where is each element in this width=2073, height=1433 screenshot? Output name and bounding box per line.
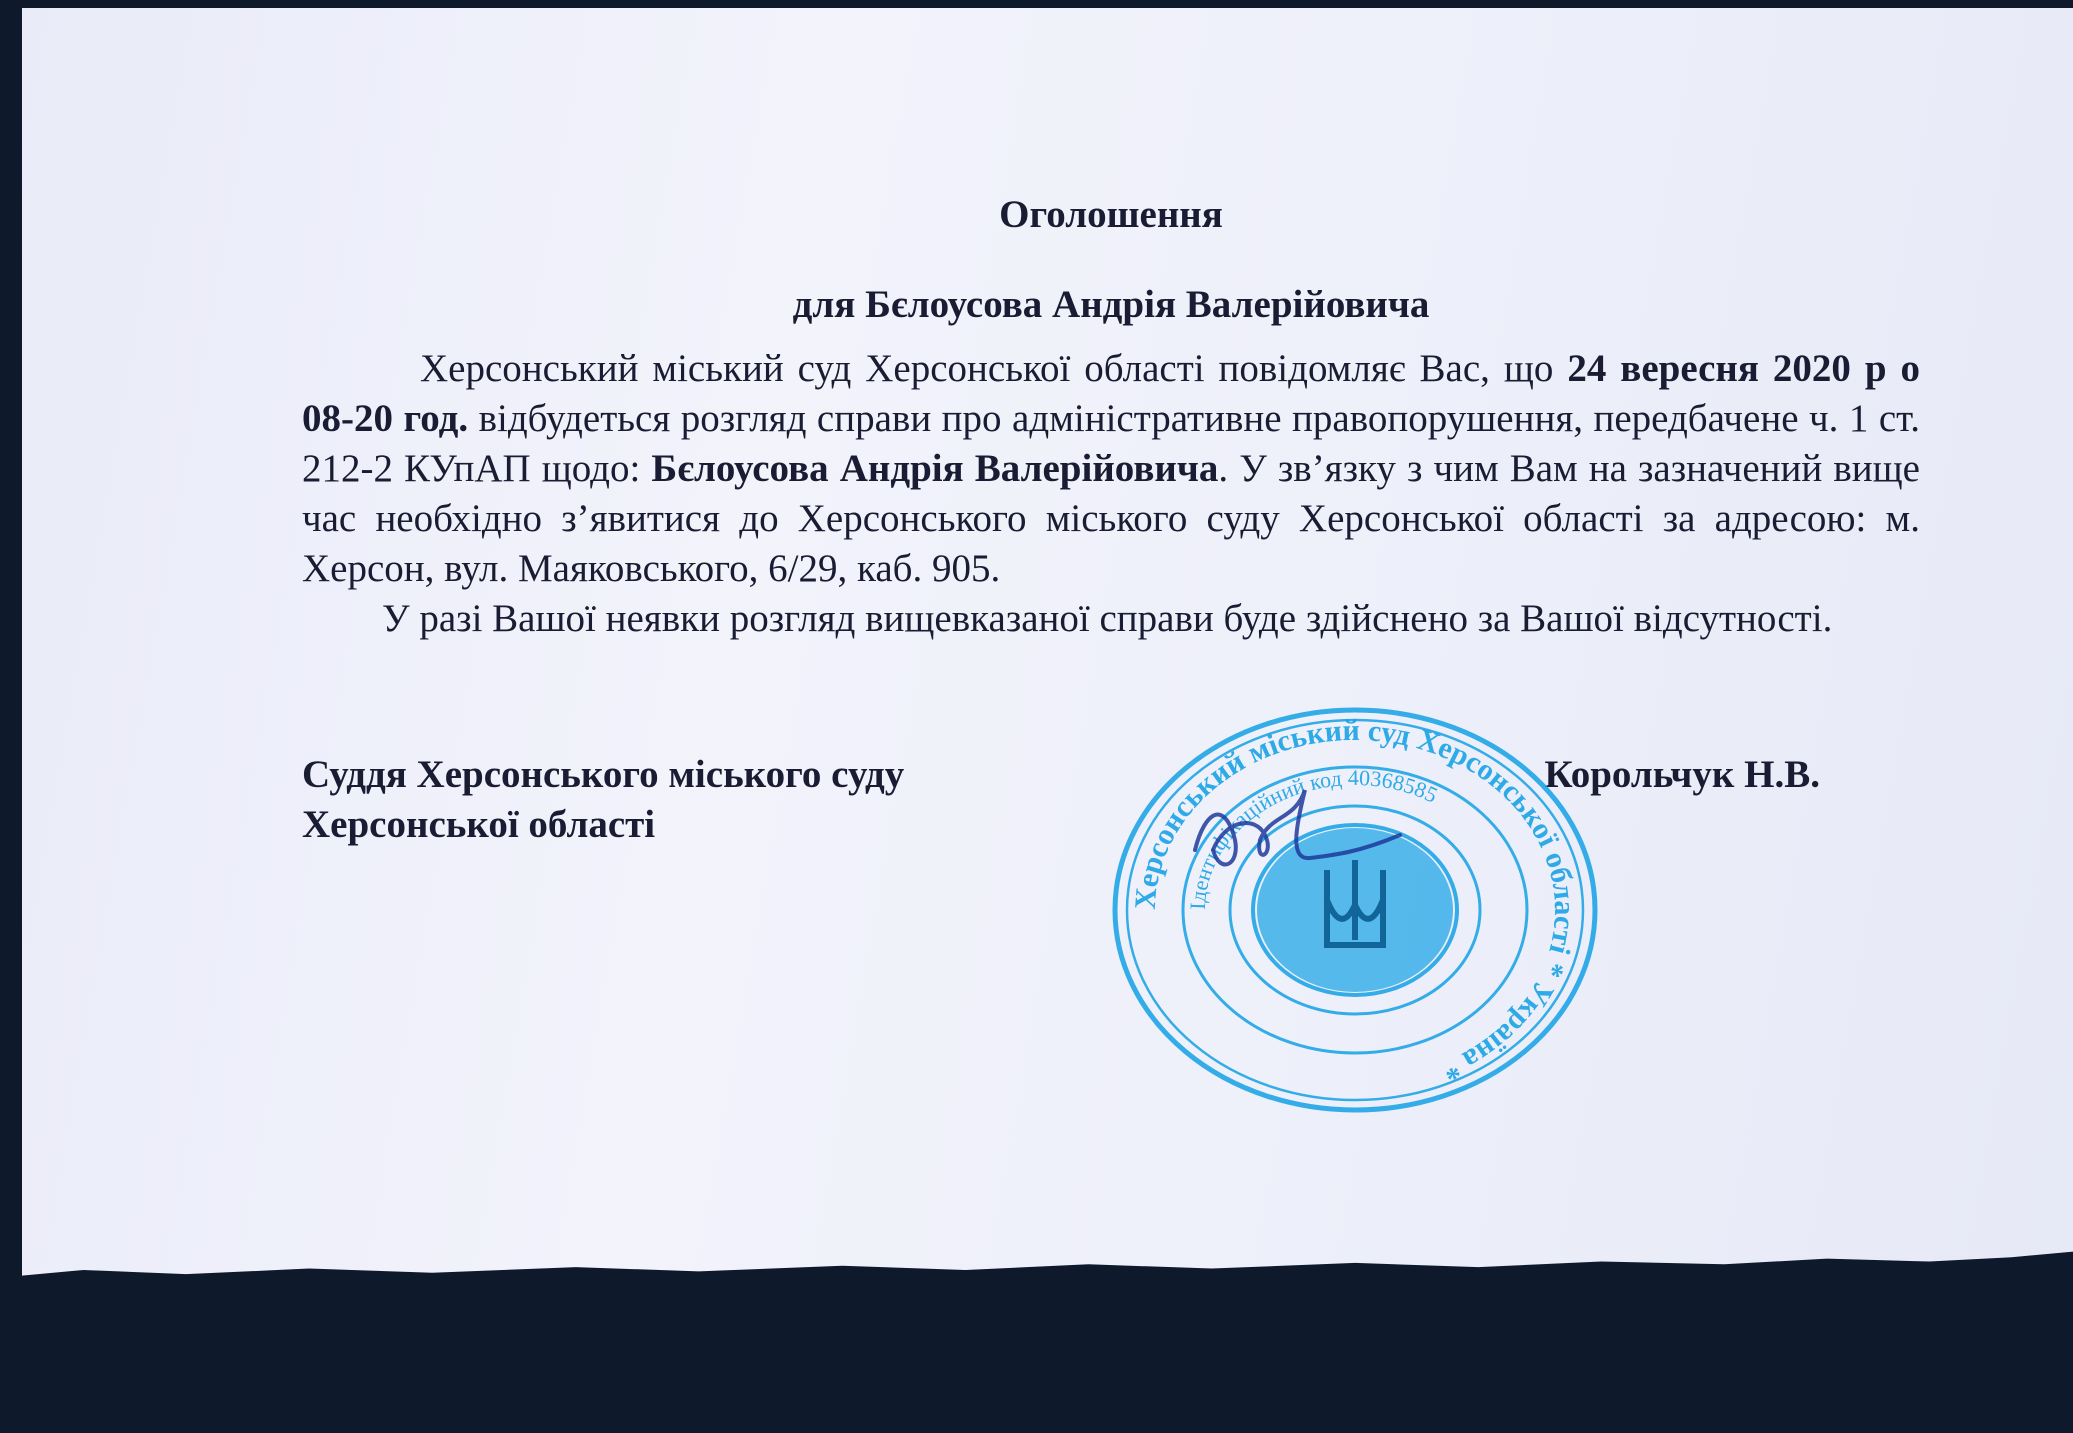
defendant-name: Бєлоусова Андрія Валерійовича: [651, 447, 1219, 490]
judge-title-line-2: Херсонської області: [302, 803, 656, 846]
judge-name: Корольчук Н.В.: [1544, 753, 1820, 796]
document-title: Оголошення: [999, 193, 1223, 236]
handwritten-signature: [1185, 780, 1415, 890]
notice-text-1: Херсонський міський суд Херсонської області повідомляє Вас, що: [420, 347, 1568, 390]
seal-outer-text: Херсонський міський суд Херсонської області * Україна *: [1128, 713, 1582, 1088]
notice-paragraph: [302, 344, 1920, 594]
hearing-date: 24 вересня 2020 р о 08-20 год.: [302, 347, 1920, 440]
notice-text-2: відбудеться розгляд справи про адміністративне правопорушення, передбачене ч. 1 ст. 212-2 КУпАП щодо:: [302, 397, 1920, 490]
judge-title: [302, 750, 1202, 850]
seal-inner-text: Ідентифікаційний код 40368585: [1184, 764, 1442, 911]
addressee-line: для Бєлоусова Андрія Валерійовича: [792, 283, 1430, 326]
court-seal-stamp: [1095, 700, 1615, 1120]
notice-text-3: . У зв’язку з чим Вам на зазначений вище час необхідно з’явитися до Херсонського міського суду Херсонської області за адресою: м. Херсон, вул. Маяковського, 6/29, каб. 905.: [302, 447, 1920, 590]
absence-paragraph: У разі Вашої неявки розгляд вищевказаної справи буде здійснено за Вашої відсутності.: [382, 597, 1833, 640]
judge-title-line-1: Суддя Херсонського міського суду: [302, 753, 905, 796]
